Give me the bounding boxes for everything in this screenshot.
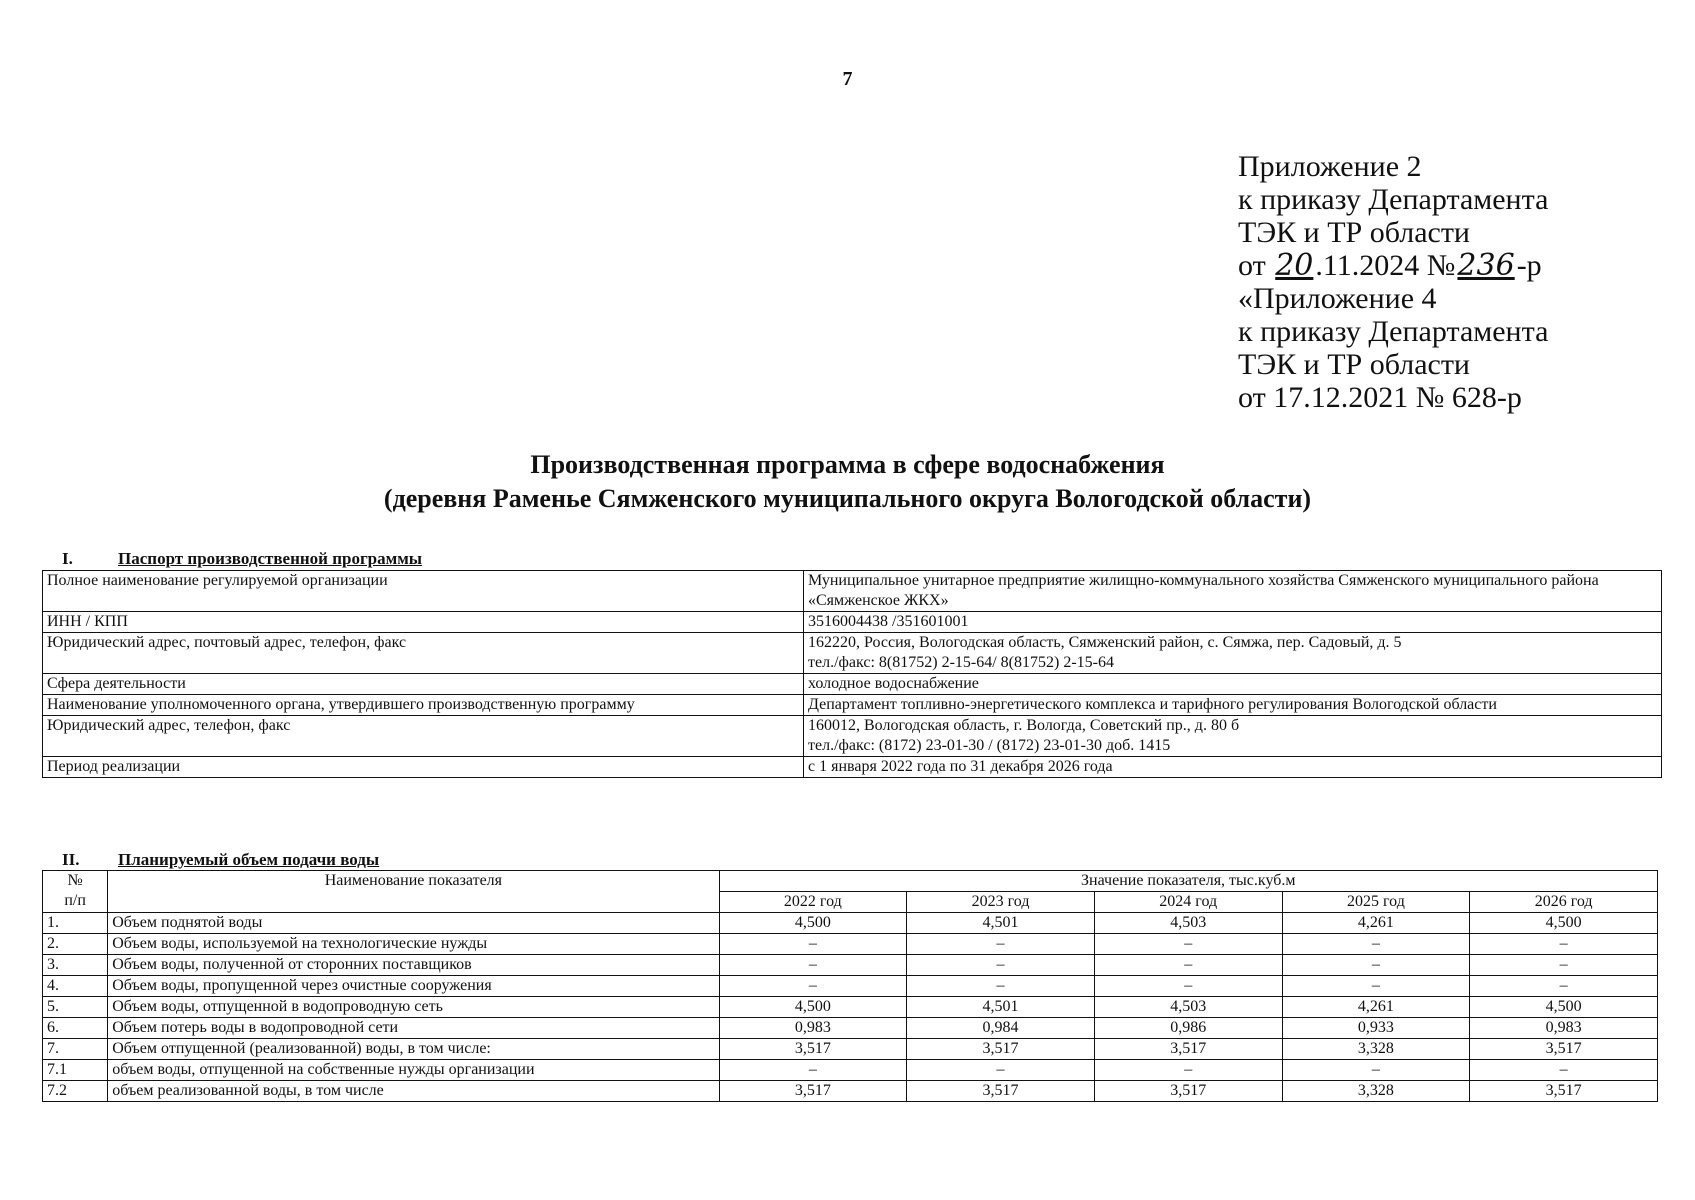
- row-value: 4,501: [907, 997, 1095, 1018]
- year-header: 2023 год: [907, 892, 1095, 913]
- appendix-line: Приложение 2: [1238, 150, 1422, 183]
- col-group-header: Значение показателя, тыс.куб.м: [719, 871, 1658, 892]
- row-value: –: [1282, 976, 1470, 997]
- row-value: –: [1094, 1060, 1282, 1081]
- appendix-block: [1238, 150, 1548, 414]
- row-value: 4,501: [907, 913, 1095, 934]
- row-value: 0,983: [1470, 1018, 1658, 1039]
- row-number: 2.: [43, 934, 108, 955]
- document-title: [0, 448, 1695, 516]
- col-number-sublabel: п/п: [64, 892, 86, 909]
- volume-row: [43, 976, 1658, 997]
- row-value: –: [1470, 1060, 1658, 1081]
- passport-value-line-2: тел./факс: (8172) 23-01-30 / (8172) 23-01-30 доб. 1415: [808, 737, 1171, 754]
- passport-row: [43, 757, 1662, 778]
- passport-value-line-2: тел./факс: 8(81752) 2-15-64/ 8(81752) 2-15-64: [808, 654, 1114, 671]
- passport-row: [43, 612, 1662, 633]
- passport-row: [43, 571, 1662, 612]
- row-value: 4,261: [1282, 913, 1470, 934]
- row-value: –: [719, 955, 907, 976]
- passport-value-line: 162220, Россия, Вологодская область, Сямженский район, с. Сямжа, пер. Садовый, д. 5: [808, 634, 1402, 651]
- row-value: –: [1282, 934, 1470, 955]
- row-value: 3,517: [719, 1039, 907, 1060]
- year-header: 2026 год: [1470, 892, 1658, 913]
- row-value: 4,500: [719, 913, 907, 934]
- row-value: –: [1282, 955, 1470, 976]
- passport-value: [804, 571, 1662, 612]
- water-volume-table: [42, 870, 1658, 1102]
- title-line-1: Производственная программа в сфере водоснабжения: [530, 450, 1165, 479]
- row-value: 3,517: [907, 1081, 1095, 1102]
- volume-row: [43, 1081, 1658, 1102]
- passport-key: ИНН / КПП: [43, 612, 804, 633]
- row-indicator-name: Объем отпущенной (реализованной) воды, в том числе:: [108, 1039, 719, 1060]
- row-value: –: [719, 1060, 907, 1081]
- row-value: 3,328: [1282, 1039, 1470, 1060]
- appendix-order-line: [1238, 249, 1548, 282]
- row-indicator-name: Объем воды, отпущенной в водопроводную сеть: [108, 997, 719, 1018]
- passport-key: Период реализации: [43, 757, 804, 778]
- date-rest: .11.2024 №: [1315, 249, 1456, 282]
- passport-row: [43, 674, 1662, 695]
- col-number-label: №: [67, 872, 83, 889]
- row-number: 4.: [43, 976, 108, 997]
- passport-value-line: с 1 января 2022 года по 31 декабря 2026 года: [808, 758, 1113, 775]
- order-suffix: -р: [1516, 249, 1542, 282]
- volume-row: [43, 913, 1658, 934]
- volume-row: [43, 997, 1658, 1018]
- row-value: 0,984: [907, 1018, 1095, 1039]
- row-indicator-name: Объем поднятой воды: [108, 913, 719, 934]
- col-name-header: Наименование показателя: [108, 871, 719, 913]
- volume-row: [43, 934, 1658, 955]
- row-value: –: [907, 1060, 1095, 1081]
- row-value: –: [1094, 934, 1282, 955]
- year-header: 2025 год: [1282, 892, 1470, 913]
- row-number: 7.: [43, 1039, 108, 1060]
- date-prefix: от: [1238, 249, 1266, 282]
- handwritten-day: 20: [1275, 248, 1314, 283]
- passport-row: [43, 633, 1662, 674]
- passport-key: Юридический адрес, почтовый адрес, телефон, факс: [43, 633, 804, 674]
- year-header: 2022 год: [719, 892, 907, 913]
- row-value: –: [1282, 1060, 1470, 1081]
- row-value: –: [907, 955, 1095, 976]
- row-indicator-name: объем воды, отпущенной на собственные нужды организации: [108, 1060, 719, 1081]
- row-value: 3,517: [1470, 1081, 1658, 1102]
- passport-value-line: холодное водоснабжение: [808, 675, 979, 692]
- appendix-line: от 17.12.2021 № 628-р: [1238, 381, 1522, 414]
- row-value: –: [907, 934, 1095, 955]
- passport-row: [43, 695, 1662, 716]
- passport-key: Полное наименование регулируемой организации: [43, 571, 804, 612]
- passport-key: Наименование уполномоченного органа, утвердившего производственную программу: [43, 695, 804, 716]
- row-value: –: [719, 976, 907, 997]
- appendix-line: к приказу Департамента: [1238, 315, 1549, 348]
- appendix-line: ТЭК и ТР области: [1238, 348, 1470, 381]
- row-value: 4,503: [1094, 913, 1282, 934]
- passport-value: [804, 674, 1662, 695]
- row-indicator-name: Объем воды, пропущенной через очистные сооружения: [108, 976, 719, 997]
- appendix-line: «Приложение 4: [1238, 282, 1437, 315]
- passport-value-line: 160012, Вологодская область, г. Вологда, Советский пр., д. 80 б: [808, 717, 1240, 734]
- section-2-number: II.: [62, 850, 80, 869]
- row-value: –: [1470, 955, 1658, 976]
- section-2-title: Планируемый объем подачи воды: [118, 850, 380, 869]
- row-value: –: [719, 934, 907, 955]
- passport-value-line: 3516004438 /351601001: [808, 613, 969, 630]
- row-value: –: [907, 976, 1095, 997]
- passport-value: [804, 612, 1662, 633]
- row-value: –: [1094, 976, 1282, 997]
- passport-value-line: Департамент топливно-энергетического комплекса и тарифного регулирования Вологодской области: [808, 696, 1497, 713]
- row-value: 3,328: [1282, 1081, 1470, 1102]
- passport-value: [804, 757, 1662, 778]
- handwritten-order-number: 236: [1457, 248, 1515, 283]
- row-indicator-name: Объем воды, используемой на технологические нужды: [108, 934, 719, 955]
- row-value: 0,983: [719, 1018, 907, 1039]
- passport-value-line: Муниципальное унитарное предприятие жилищно-коммунального хозяйства Сямженского муниципального района «Сямженское ЖКХ»: [808, 572, 1599, 609]
- section-1-number: I.: [62, 549, 73, 568]
- row-value: –: [1470, 934, 1658, 955]
- passport-table: [42, 570, 1662, 778]
- volume-row: [43, 1039, 1658, 1060]
- passport-row: [43, 716, 1662, 757]
- header-row: [43, 871, 1658, 892]
- year-header: 2024 год: [1094, 892, 1282, 913]
- section-1-title: Паспорт производственной программы: [118, 549, 423, 568]
- row-value: 4,500: [1470, 997, 1658, 1018]
- passport-value: [804, 716, 1662, 757]
- col-number-header: [43, 871, 108, 913]
- row-number: 5.: [43, 997, 108, 1018]
- appendix-line: ТЭК и ТР области: [1238, 216, 1470, 249]
- row-value: 4,503: [1094, 997, 1282, 1018]
- volume-row: [43, 1060, 1658, 1081]
- row-indicator-name: объем реализованной воды, в том числе: [108, 1081, 719, 1102]
- volume-row: [43, 955, 1658, 976]
- volume-row: [43, 1018, 1658, 1039]
- row-number: 6.: [43, 1018, 108, 1039]
- row-value: 3,517: [1094, 1039, 1282, 1060]
- page-number: 7: [842, 68, 853, 90]
- row-indicator-name: Объем потерь воды в водопроводной сети: [108, 1018, 719, 1039]
- title-line-2: (деревня Раменье Сямженского муниципального округа Вологодской области): [383, 484, 1312, 513]
- row-value: 3,517: [719, 1081, 907, 1102]
- row-number: 1.: [43, 913, 108, 934]
- row-number: 7.2: [43, 1081, 108, 1102]
- passport-value: [804, 633, 1662, 674]
- row-value: –: [1094, 955, 1282, 976]
- row-number: 7.1: [43, 1060, 108, 1081]
- section-2-heading: [62, 850, 379, 870]
- row-value: –: [1470, 976, 1658, 997]
- passport-key: Юридический адрес, телефон, факс: [43, 716, 804, 757]
- row-value: 3,517: [907, 1039, 1095, 1060]
- row-value: 4,261: [1282, 997, 1470, 1018]
- row-value: 0,933: [1282, 1018, 1470, 1039]
- appendix-line: к приказу Департамента: [1238, 183, 1549, 216]
- section-1-heading: [62, 549, 422, 569]
- passport-value: [804, 695, 1662, 716]
- row-value: 0,986: [1094, 1018, 1282, 1039]
- row-value: 4,500: [719, 997, 907, 1018]
- passport-key: Сфера деятельности: [43, 674, 804, 695]
- row-indicator-name: Объем воды, полученной от сторонних поставщиков: [108, 955, 719, 976]
- row-value: 3,517: [1470, 1039, 1658, 1060]
- row-value: 3,517: [1094, 1081, 1282, 1102]
- row-value: 4,500: [1470, 913, 1658, 934]
- row-number: 3.: [43, 955, 108, 976]
